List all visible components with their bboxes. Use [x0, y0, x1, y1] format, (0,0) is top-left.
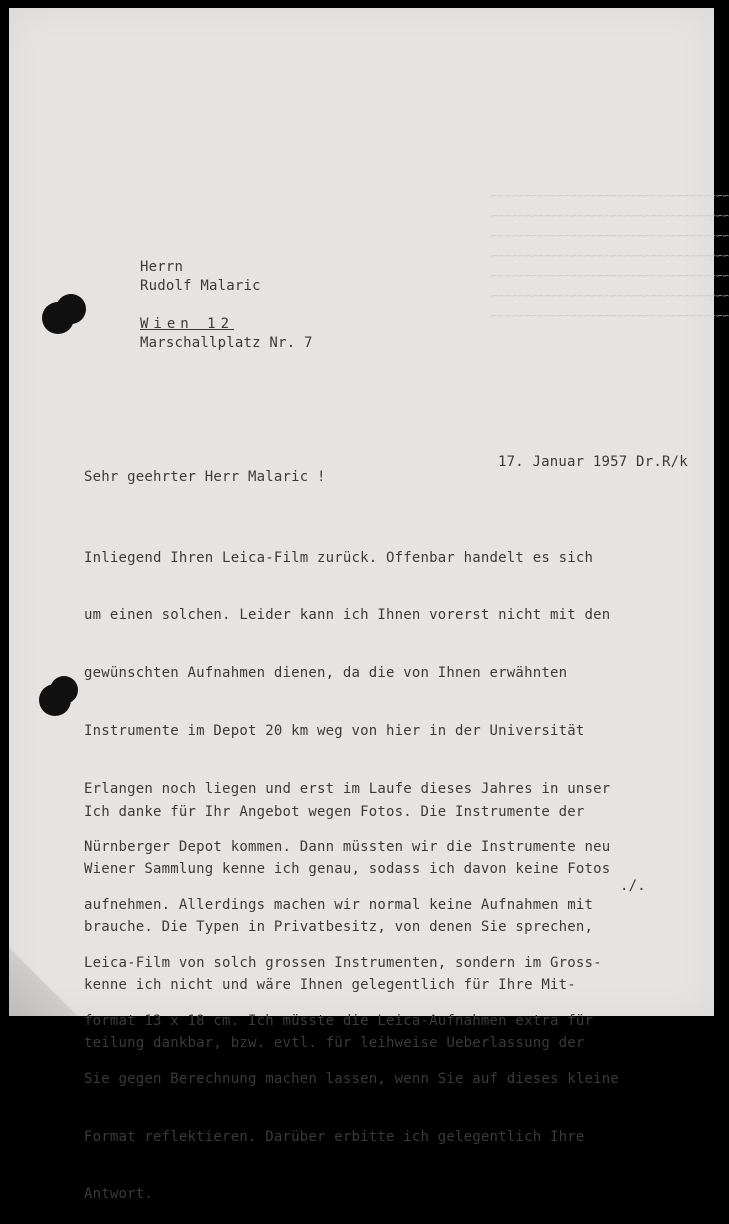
text-line: format 13 x 18 cm. Ich müsste die Leica-Aufnahmen extra für — [84, 1012, 594, 1029]
continuation-mark: ./. — [620, 878, 646, 894]
punch-hole-top-overlap — [56, 294, 86, 324]
text-line: Instrumente im Depot 20 km weg von hier in der Universität — [84, 723, 585, 740]
text-line: Leica-Film von solch grossen Instrumenten, sondern im Gross- — [84, 954, 602, 971]
text-line: brauche. Die Typen in Privatbesitz, von denen Sie sprechen, — [84, 919, 594, 936]
recipient-city: Wien 12 — [140, 316, 235, 332]
recipient-address — [140, 258, 313, 353]
text-line: Inliegend Ihren Leica-Film zurück. Offenbar handelt es sich — [84, 549, 594, 566]
greeting: Sehr geehrter Herr Malaric ! — [84, 469, 326, 485]
text-line: kenne ich nicht und wäre Ihnen gelegentlich für Ihre Mit- — [84, 977, 576, 994]
recipient-name: Rudolf Malaric — [140, 278, 261, 294]
text-line: Ich danke für Ihr Angebot wegen Fotos. Die Instrumente der — [84, 803, 585, 820]
text-line: gewünschten Aufnahmen dienen, da die von Ihnen erwähnten — [84, 665, 568, 682]
text-line: Nürnberger Depot kommen. Dann müssten wir die Instrumente neu — [84, 839, 611, 856]
text-line: Erlangen noch liegen und erst im Laufe dieses Jahres in unser — [84, 781, 611, 798]
text-line: Antwort. — [84, 1186, 154, 1203]
bleed-through-text: ~~~~~~~~~~~~~~~~~~~~~~~~~~~~~~~~~~~~ ~~~~~~~~~~~~~~~~~~~~~~~~~~~~~~~~~~~~ ~~~~~~~~~~~~~~~~~~~~~~~~~~~~~~~~~~~~ ~~~~~~~~~~~~~~~~~~~~~~~~~~~~~~~~~~~~ ~~~~~~~~~~~~~~~~~~~~~~~~~~~~~~~~~~~~ ~~~~~~~~~~~~~~~~~~~~~~~~~~~~~~~~~~~~ ~~~~~~~~~~~~~~~~~~~~~~~~~~~~~~~~~~~~ — [490, 189, 729, 322]
text-line: Format reflektieren. Darüber erbitte ich gelegentlich Ihre — [84, 1128, 585, 1145]
text-line: Sie gegen Berechnung machen lassen, wenn Sie auf dieses kleine — [84, 1070, 619, 1087]
paragraph-2 — [84, 764, 610, 1073]
recipient-street: Marschallplatz Nr. 7 — [140, 335, 313, 351]
punch-hole-bottom-overlap — [50, 676, 78, 704]
text-line: um einen solchen. Leider kann ich Ihnen vorerst nicht mit den — [84, 607, 611, 624]
text-line: Wiener Sammlung kenne ich genau, sodass ich davon keine Fotos — [84, 861, 611, 878]
date-line: 17. Januar 1957 Dr.R/k — [498, 454, 688, 470]
folded-corner — [9, 946, 79, 1016]
recipient-salutation: Herrn — [140, 259, 184, 275]
text-line: aufnehmen. Allerdings machen wir normal keine Aufnahmen mit — [84, 896, 594, 913]
text-line: teilung dankbar, bzw. evtl. für leihweise Ueberlassung der — [84, 1035, 585, 1052]
